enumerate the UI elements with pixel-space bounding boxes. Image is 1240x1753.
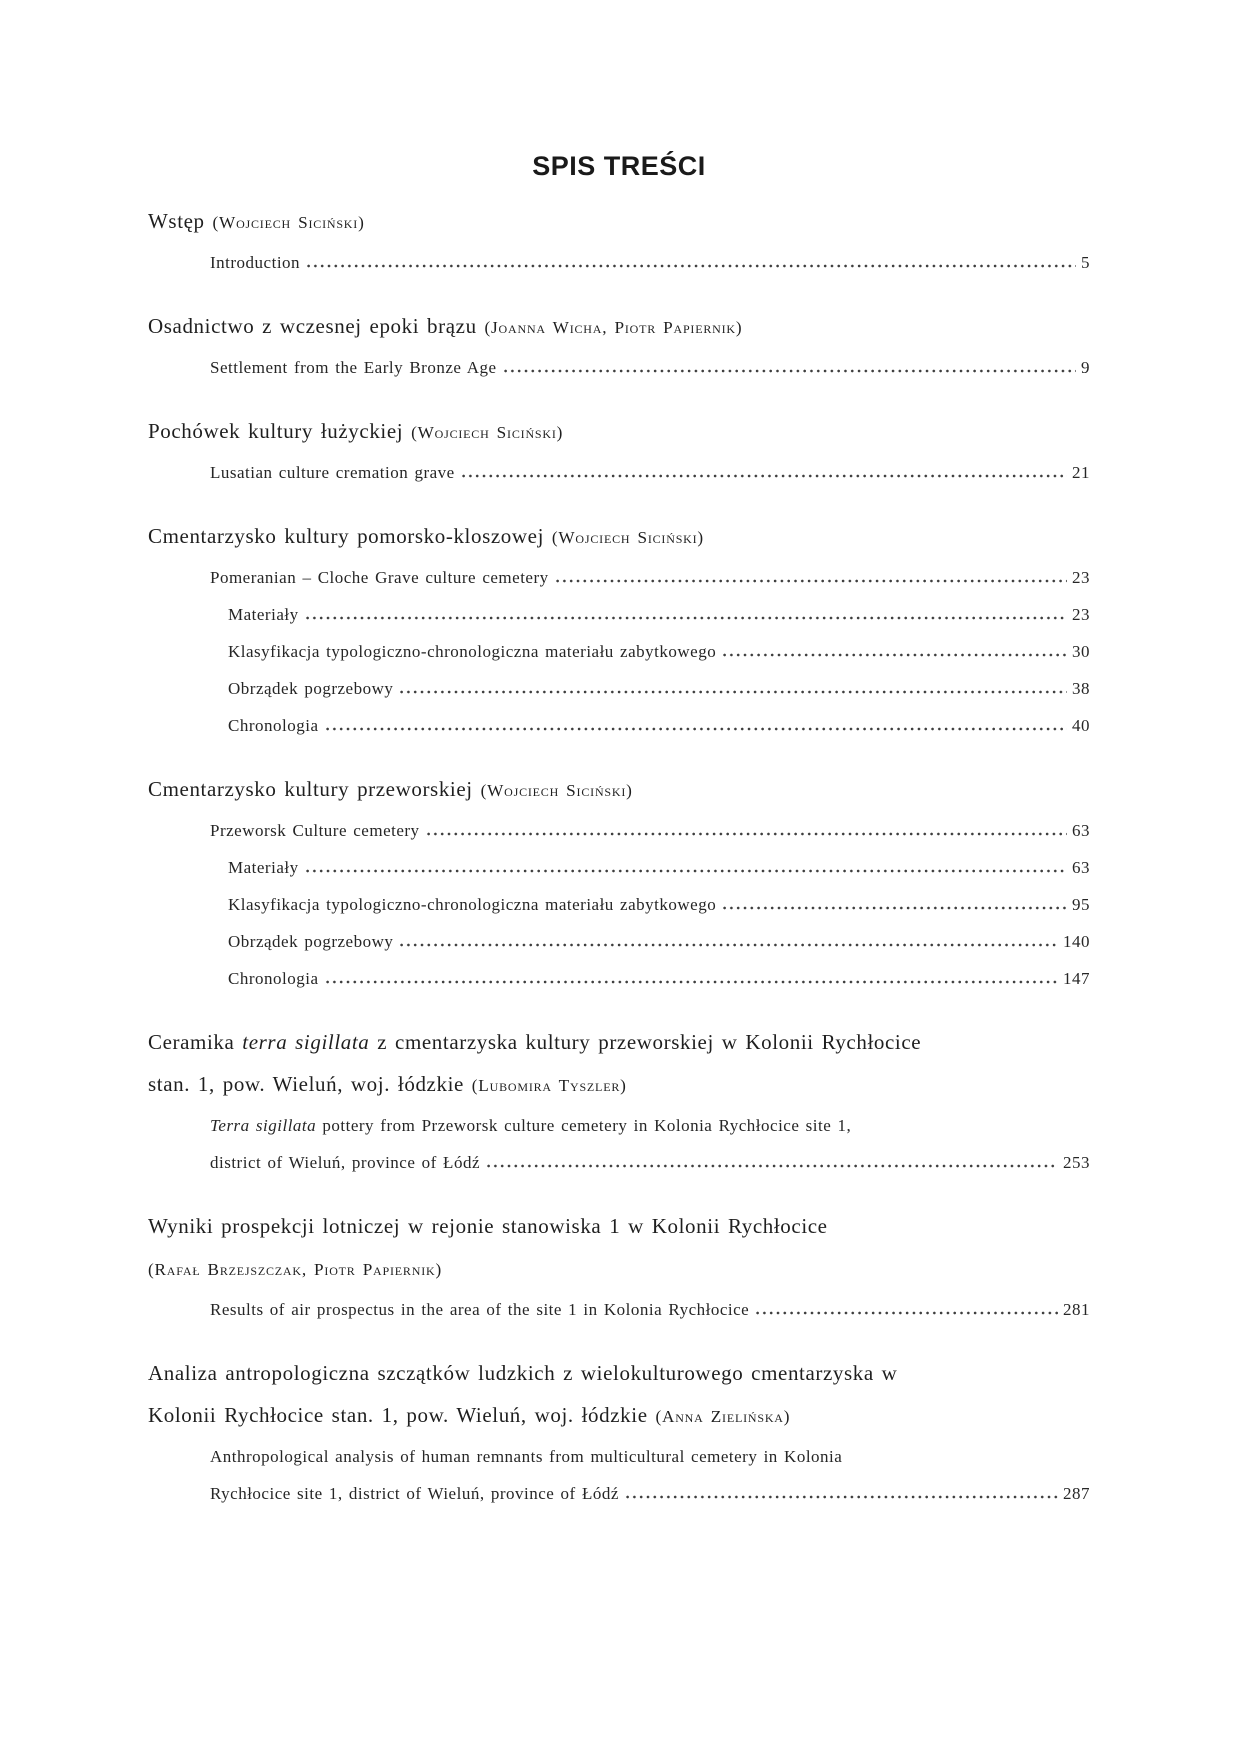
dot-leader xyxy=(626,1495,1058,1499)
text-segment: Rychłocice site 1, district of Wieluń, province of Łódź xyxy=(210,1484,619,1503)
page-number: 40 xyxy=(1072,716,1090,735)
dot-leader xyxy=(306,616,1067,620)
heading-line xyxy=(148,200,1090,244)
dot-leader xyxy=(556,579,1067,583)
entry-heading xyxy=(148,1352,1090,1438)
page-number: 287 xyxy=(1063,1484,1090,1503)
text-segment: Przeworsk Culture cemetery xyxy=(210,821,420,840)
toc-item xyxy=(148,596,1090,633)
author-names: (Joanna Wicha, Piotr Papiernik) xyxy=(484,318,743,337)
entry-heading xyxy=(148,768,1090,812)
toc-item xyxy=(148,886,1090,923)
text-segment: Cmentarzysko kultury przeworskiej xyxy=(148,777,481,801)
page-number: 140 xyxy=(1063,932,1090,951)
page-number: 23 xyxy=(1072,568,1090,587)
page-number: 38 xyxy=(1072,679,1090,698)
page-number: 63 xyxy=(1072,821,1090,840)
dot-leader xyxy=(427,832,1067,836)
item-label xyxy=(228,670,393,707)
toc-entry xyxy=(148,305,1090,386)
dot-leader xyxy=(326,727,1068,731)
author-names: (Anna Zielińska) xyxy=(655,1407,791,1426)
text-segment: Pochówek kultury łużyckiej xyxy=(148,419,412,443)
text-segment: Wstęp xyxy=(148,209,213,233)
toc-item xyxy=(148,349,1090,386)
item-label xyxy=(228,596,299,633)
author-names: (Wojciech Siciński) xyxy=(411,423,564,442)
item-label xyxy=(228,960,319,997)
dot-leader xyxy=(400,690,1067,694)
item-label xyxy=(228,923,393,960)
toc-entry xyxy=(148,1021,1090,1181)
text-segment: district of Wieluń, province of Łódź xyxy=(210,1153,480,1172)
item-label xyxy=(228,886,716,923)
heading-line xyxy=(148,1247,1090,1291)
heading-line xyxy=(148,1021,1090,1063)
toc-entry xyxy=(148,1205,1090,1328)
item-label xyxy=(210,1475,619,1512)
toc-item xyxy=(148,960,1090,997)
page-number: 5 xyxy=(1081,253,1090,272)
item-label xyxy=(210,1107,851,1144)
dot-leader xyxy=(723,653,1067,657)
heading-line xyxy=(148,1352,1090,1394)
toc-item xyxy=(148,670,1090,707)
page-number: 30 xyxy=(1072,642,1090,661)
toc-item xyxy=(148,559,1090,596)
heading-line xyxy=(148,305,1090,349)
toc-item xyxy=(148,849,1090,886)
text-segment: Settlement from the Early Bronze Age xyxy=(210,358,497,377)
dot-leader xyxy=(487,1164,1058,1168)
page-number: 253 xyxy=(1063,1153,1090,1172)
text-segment: terra sigillata xyxy=(242,1030,370,1054)
heading-line xyxy=(148,1063,1090,1107)
toc-entry xyxy=(148,515,1090,744)
text-segment: Chronologia xyxy=(228,969,319,988)
text-segment: Materiały xyxy=(228,605,299,624)
author-names: (Lubomira Tyszler) xyxy=(471,1076,627,1095)
item-label xyxy=(228,633,716,670)
toc-list xyxy=(148,200,1090,1512)
text-segment: Ceramika xyxy=(148,1030,243,1054)
dot-leader xyxy=(756,1311,1058,1315)
dot-leader xyxy=(400,943,1058,947)
toc-item xyxy=(148,923,1090,960)
entry-heading xyxy=(148,305,1090,349)
page-number: 147 xyxy=(1063,969,1090,988)
heading-line xyxy=(148,1205,1090,1247)
item-label xyxy=(210,244,300,281)
toc-entry xyxy=(148,410,1090,491)
text-segment: Klasyfikacja typologiczno-chronologiczna materiału zabytkowego xyxy=(228,895,717,914)
item-label xyxy=(210,1291,749,1328)
toc-entry xyxy=(148,1352,1090,1512)
heading-line xyxy=(148,515,1090,559)
toc-item xyxy=(148,812,1090,849)
toc-item xyxy=(148,454,1090,491)
toc-item xyxy=(148,1438,1090,1475)
entry-heading xyxy=(148,515,1090,559)
text-segment: Obrządek pogrzebowy xyxy=(228,679,394,698)
item-label xyxy=(210,349,497,386)
heading-line xyxy=(148,768,1090,812)
entry-heading xyxy=(148,1021,1090,1107)
entry-heading xyxy=(148,1205,1090,1291)
toc-item xyxy=(148,1144,1090,1181)
toc-entry xyxy=(148,200,1090,281)
dot-leader xyxy=(307,264,1076,268)
text-segment: Lusatian culture cremation grave xyxy=(210,463,455,482)
entry-heading xyxy=(148,410,1090,454)
text-segment: Kolonii Rychłocice stan. 1, pow. Wieluń, woj. łódzkie xyxy=(148,1403,656,1427)
item-label xyxy=(210,454,455,491)
dot-leader xyxy=(723,906,1067,910)
page-number: 281 xyxy=(1063,1300,1090,1319)
toc-item xyxy=(148,244,1090,281)
text-segment: Anthropological analysis of human remnants from multicultural cemetery in Kolonia xyxy=(210,1447,843,1466)
page-number: 95 xyxy=(1072,895,1090,914)
item-label xyxy=(210,1144,480,1181)
heading-line xyxy=(148,1394,1090,1438)
text-segment: Results of air prospectus in the area of the site 1 in Kolonia Rychłocice xyxy=(210,1300,750,1319)
page-title: SPIS TREŚCI xyxy=(532,151,706,181)
text-segment: Pomeranian – Cloche Grave culture cemetery xyxy=(210,568,549,587)
toc-item xyxy=(148,1475,1090,1512)
text-segment: Chronologia xyxy=(228,716,319,735)
text-segment: Klasyfikacja typologiczno-chronologiczna materiału zabytkowego xyxy=(228,642,717,661)
text-segment: z cmentarzyska kultury przeworskiej w Kolonii Rychłocice xyxy=(369,1030,922,1054)
toc-item xyxy=(148,1107,1090,1144)
text-segment: stan. 1, pow. Wieluń, woj. łódzkie xyxy=(148,1072,472,1096)
item-label xyxy=(210,1438,842,1475)
item-label xyxy=(210,559,549,596)
page-number: 9 xyxy=(1081,358,1090,377)
text-segment: Analiza antropologiczna szczątków ludzkich z wielokulturowego cmentarzyska w xyxy=(148,1361,898,1385)
toc-item xyxy=(148,1291,1090,1328)
text-segment: Wyniki prospekcji lotniczej w rejonie stanowiska 1 w Kolonii Rychłocice xyxy=(148,1214,828,1238)
text-segment: Obrządek pogrzebowy xyxy=(228,932,394,951)
dot-leader xyxy=(326,980,1059,984)
item-label xyxy=(228,849,299,886)
text-segment: Osadnictwo z wczesnej epoki brązu xyxy=(148,314,485,338)
page-number: 23 xyxy=(1072,605,1090,624)
text-segment: Introduction xyxy=(210,253,301,272)
toc-entry xyxy=(148,768,1090,997)
author-names: (Wojciech Siciński) xyxy=(212,213,365,232)
author-names: (Wojciech Siciński) xyxy=(480,781,633,800)
toc-item xyxy=(148,707,1090,744)
item-label xyxy=(210,812,420,849)
heading-line xyxy=(148,410,1090,454)
author-names: (Rafał Brzejszczak, Piotr Papiernik) xyxy=(148,1260,442,1279)
entry-heading xyxy=(148,200,1090,244)
page-number: 21 xyxy=(1072,463,1090,482)
dot-leader xyxy=(462,474,1067,478)
text-segment: Materiały xyxy=(228,858,299,877)
text-segment: Cmentarzysko kultury pomorsko-kloszowej xyxy=(148,524,552,548)
dot-leader xyxy=(306,869,1067,873)
page-number: 63 xyxy=(1072,858,1090,877)
toc-item xyxy=(148,633,1090,670)
dot-leader xyxy=(504,369,1076,373)
text-segment: Terra sigillata xyxy=(210,1116,317,1135)
text-segment: pottery from Przeworsk culture cemetery in Kolonia Rychłocice site 1, xyxy=(316,1116,852,1135)
item-label xyxy=(228,707,319,744)
author-names: (Wojciech Siciński) xyxy=(551,528,704,547)
